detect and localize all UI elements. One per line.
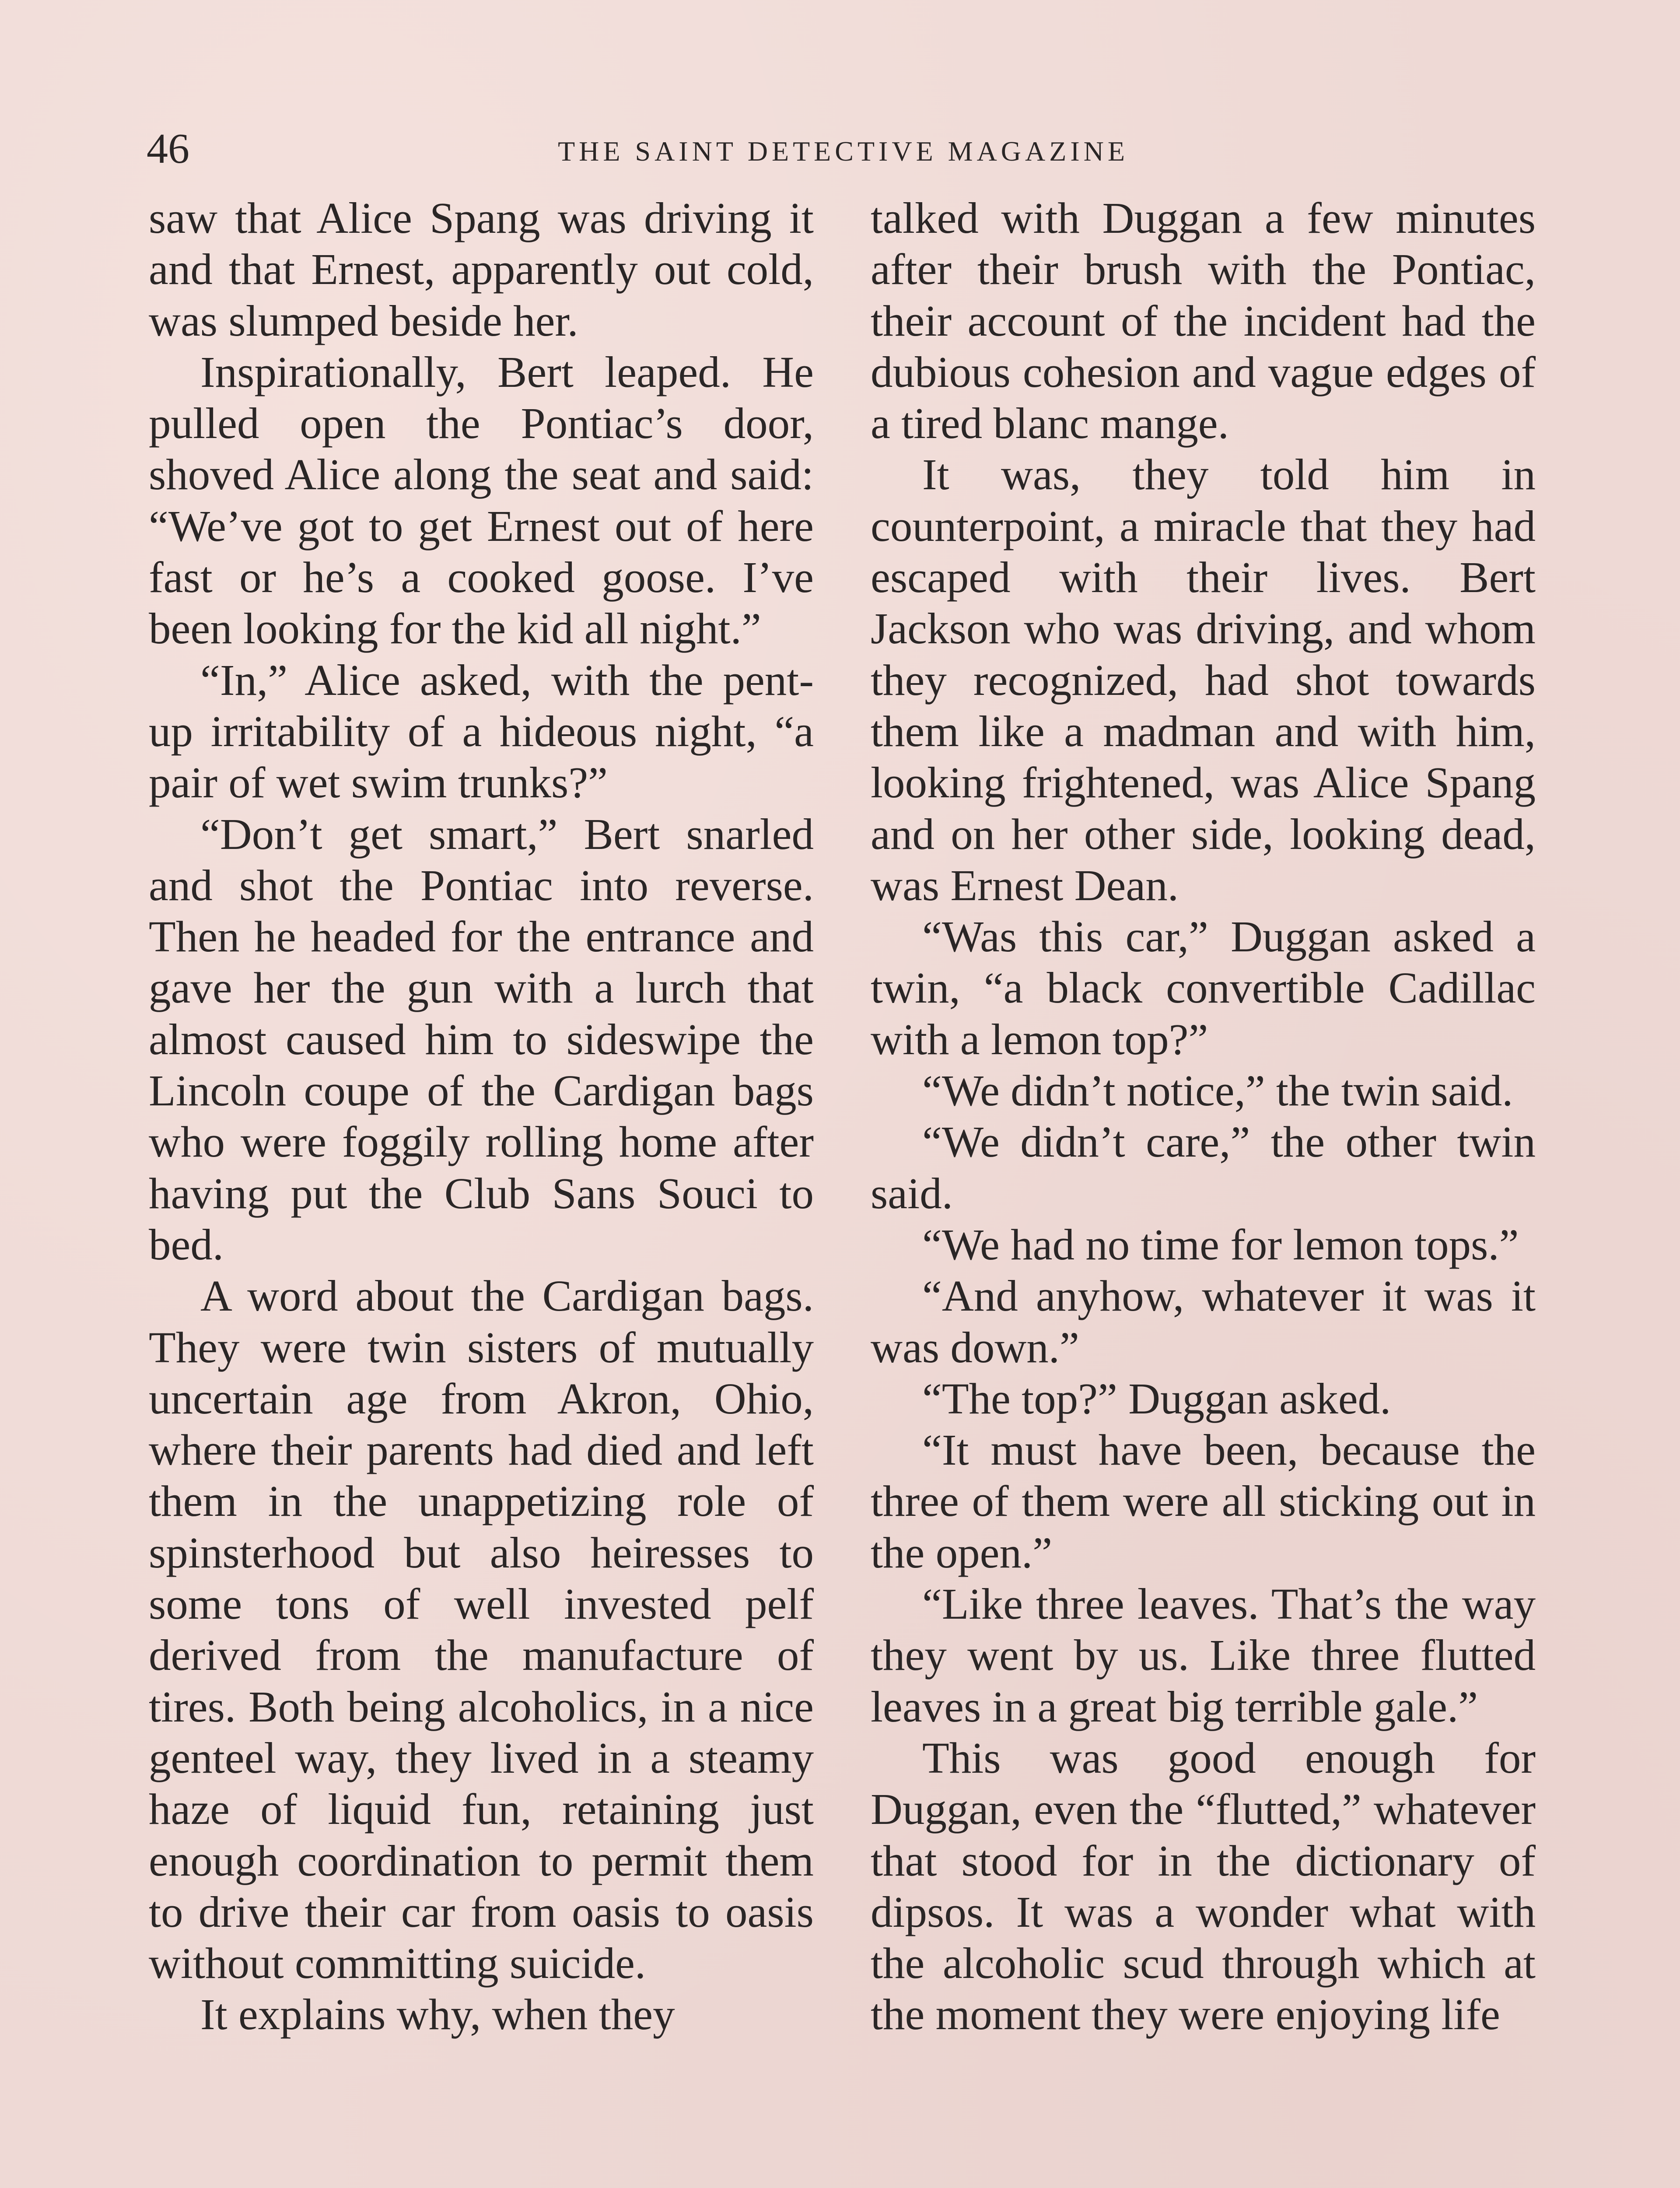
- paragraph: A word about the Cardigan bags. They were twin sisters of mutually uncertain age from Akron, Ohio, where their parents had died and left them in the unappetizing role of spinsterhood but also heiresses to some tons of well invested pelf derived from the manufacture of tires. Both being alcoholics, in a nice genteel way, they lived in a steamy haze of liquid fun, retaining just enough coordination to permit them to drive their car from oasis to oasis without committing suicide.: [149, 1271, 814, 1988]
- paragraph: saw that Alice Spang was driving it and that Ernest, apparently out cold, was slumped beside her.: [149, 193, 814, 345]
- paragraph: It explains why, when they: [200, 1990, 675, 2039]
- paragraph: “The top?” Duggan asked.: [922, 1374, 1391, 1423]
- paragraph: “We didn’t notice,” the twin said.: [922, 1066, 1513, 1115]
- paragraph: “We didn’t care,” the other twin said.: [871, 1117, 1536, 1218]
- paragraph: “Like three leaves. That’s the way they went by us. Like three flutted leaves in a great big terrible gale.”: [871, 1579, 1536, 1731]
- paragraph: “We had no time for lemon tops.”: [922, 1220, 1519, 1269]
- paragraph: It was, they told him in counterpoint, a miracle that they had escaped with their lives. Bert Jackson who was driving, and whom they recognized, had shot towards them like a madman and with him, looking frightened, was Alice Spang and on her other side, looking dead, was Ernest Dean.: [871, 450, 1536, 910]
- running-title: THE SAINT DETECTIVE MAGAZINE: [558, 136, 1129, 167]
- paragraph: This was good enough for Duggan, even the “flutted,” whatever that stood for in the dictionary of dipsos. It was a wonder what with the alcoholic scud through which at the moment they were enjoying life: [871, 1733, 1536, 2039]
- paragraph: “And anyhow, whatever it was it was down.”: [871, 1271, 1536, 1372]
- paragraph: “Don’t get smart,” Bert snarled and shot the Pontiac into reverse. Then he headed for the entrance and gave her the gun with a lurch that almost caused him to sideswipe the Lincoln coupe of the Cardigan bags who were foggily rolling home after having put the Club Sans Souci to bed.: [149, 809, 814, 1269]
- paragraph: Inspirationally, Bert leaped. He pulled open the Pontiac’s door, shoved Alice along the seat and said: “We’ve got to get Ernest out of here fast or he’s a cooked goose. I’ve been looking for the kid all night.”: [149, 347, 814, 653]
- paragraph: “It must have been, because the three of them were all sticking out in the open.”: [871, 1425, 1536, 1577]
- right-column: [871, 193, 1536, 2041]
- paragraph: “Was this car,” Duggan asked a twin, “a black convertible Cadillac with a lemon top?”: [871, 912, 1536, 1064]
- paragraph: talked with Duggan a few minutes after their brush with the Pontiac, their account of the incident had the dubious cohesion and vague edges of a tired blanc mange.: [871, 193, 1536, 448]
- page-number: 46: [147, 125, 189, 172]
- left-column: [149, 193, 814, 2041]
- page-header: [147, 125, 1540, 173]
- paragraph: “In,” Alice asked, with the pent-up irritability of a hideous night, “a pair of wet swim trunks?”: [149, 655, 814, 807]
